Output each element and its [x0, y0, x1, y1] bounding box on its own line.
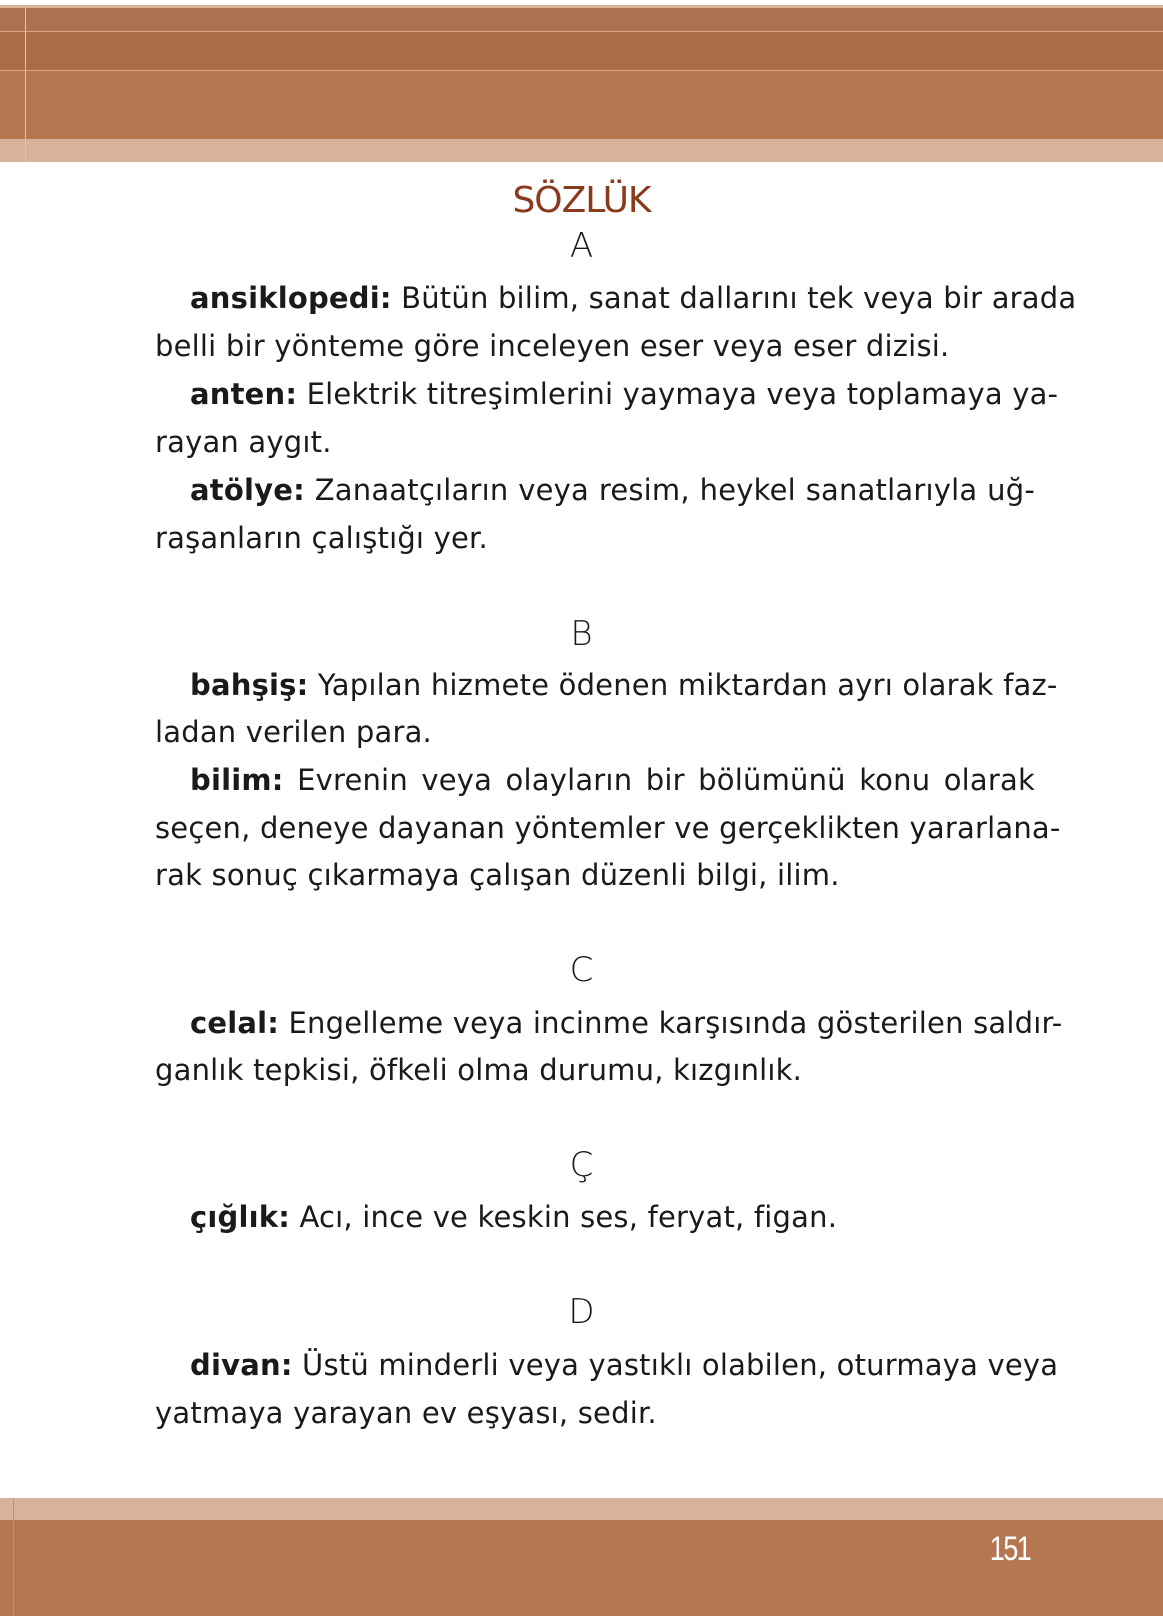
section-letter-d: D [568, 1292, 595, 1332]
header-vertical-rule [25, 5, 26, 162]
entry-bilim-line-2: seçen, deneye dayanan yöntemler ve gerçeklikten yararlana- [155, 811, 1061, 845]
section-letter-a: A [569, 226, 594, 266]
section-letter-b: B [570, 614, 593, 654]
footer-light-band [0, 1498, 1163, 1520]
section-letter-c: C [569, 950, 594, 990]
entry-term: ansiklopedi: [190, 281, 392, 315]
entry-definition: Engelleme veya incinme karşısında gösterilen saldır- [279, 1006, 1063, 1040]
entry-anten-line-2: rayan aygıt. [155, 425, 332, 459]
entry-term: bilim: [190, 763, 284, 797]
header-band-3 [0, 71, 1163, 139]
entry-definition: Zanaatçıların veya resim, heykel sanatlarıyla uğ- [304, 473, 1035, 507]
header-light-band [0, 139, 1163, 162]
entry-definition: Üstü minderli veya yastıklı olabilen, oturmaya veya [292, 1348, 1059, 1382]
entry-ansiklopedi-line-1 [190, 278, 1077, 318]
entry-celal-line-1 [190, 1003, 1063, 1043]
entry-bilim-line-3: rak sonuç çıkarmaya çalışan düzenli bilgi, ilim. [155, 858, 840, 892]
entry-bilim-line-1 [190, 760, 1035, 800]
entry-term: divan: [190, 1348, 293, 1382]
entry-celal-line-2: ganlık tepkisi, öfkeli olma durumu, kızgınlık. [155, 1053, 803, 1087]
page-number: 151 [989, 1530, 1031, 1568]
section-letter-c-cedilla: Ç [569, 1145, 594, 1185]
entry-definition: Yapılan hizmete ödenen miktardan ayrı olarak faz- [308, 668, 1058, 702]
entry-divan-line-1 [190, 1345, 1059, 1385]
entry-atolye-line-1 [190, 470, 1035, 510]
entry-term: celal: [190, 1006, 280, 1040]
footer-vertical-rule [13, 1498, 14, 1616]
entry-ansiklopedi-line-2: belli bir yönteme göre inceleyen eser veya eser dizisi. [155, 329, 950, 363]
entry-bahsis-line-2: ladan verilen para. [155, 715, 432, 749]
entry-term: çığlık: [190, 1200, 291, 1234]
entry-definition: Elektrik titreşimlerini yaymaya veya toplamaya ya- [297, 377, 1059, 411]
entry-anten-line-1 [190, 374, 1059, 414]
entry-definition: Acı, ince ve keskin ses, feryat, figan. [290, 1200, 838, 1234]
entry-atolye-line-2: raşanların çalıştığı yer. [155, 521, 488, 555]
header-band-2 [0, 32, 1163, 70]
entry-term: bahşiş: [190, 668, 309, 702]
page-title: SÖZLÜK [512, 180, 651, 221]
entry-bahsis-line-1 [190, 665, 1058, 705]
header-banner [0, 0, 1163, 162]
entry-term: atölye: [190, 473, 305, 507]
entry-ciglik-line-1 [190, 1197, 1035, 1237]
header-band-1 [0, 8, 1163, 31]
entry-definition: Bütün bilim, sanat dallarını tek veya bir arada [391, 281, 1077, 315]
entry-term: anten: [190, 377, 298, 411]
entry-divan-line-2: yatmaya yarayan ev eşyası, sedir. [155, 1396, 657, 1430]
entry-definition: Evrenin veya olayların bir bölümünü konu olarak [283, 763, 1035, 797]
